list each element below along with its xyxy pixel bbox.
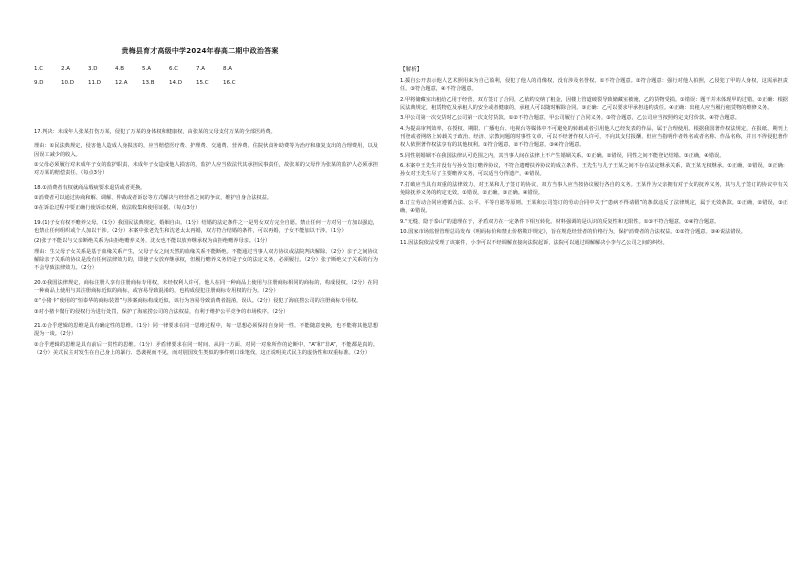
answer-paragraph: 21.①合乎逻辑的思维是具有确定性的思维。（1分）同一律要求在同一思维过程中，每一思想必须保持自身同一性，不能随意变换，也不能将其他思想混为一谈。（2分）	[34, 322, 378, 338]
answer-item: 10.D	[61, 80, 74, 86]
answer-row	[34, 66, 374, 72]
analysis-body	[400, 66, 788, 249]
answer-paragraph: ③在诉讼过程中要正确行使诉讼权利，依法收集和使用证据。（每点3分）	[34, 205, 201, 212]
answer-item: 5.A	[142, 66, 152, 72]
analysis-paragraph: 11.因法院依法受理了该案件，小李可以不经调解直接向法院起诉，法院可以通过调解解决小李与乙公司之间的纠纷。	[400, 239, 668, 246]
answer-item: 14.D	[169, 80, 182, 86]
answer-item: 16.C	[223, 80, 236, 86]
answer-paragraph: 理由：①民法典规定，侵害他人造成人身损害的，应当赔偿医疗费、护理费、交通费、营养费、住院伙食补助费等为治疗和康复支出的合理费用，以及因误工减少的收入。	[34, 143, 378, 158]
answer-paragraph: (2)张子不能以与父亲断绝关系为由拒绝赡养义务，沈女也不能以放弃继承权为由拒绝赡养母亲。（1分）	[34, 238, 271, 245]
analysis-paragraph: 3.甲公司第一次交货时乙公司第一次支付货款。①②不符合题意，甲公司履行了合同义务。③符合题意，乙公司应当按照约定支付价款。④符合题意。	[400, 115, 740, 122]
answer-item: 9.D	[34, 80, 44, 86]
answer-item: 13.B	[142, 80, 155, 86]
answer-item: 11.D	[88, 80, 101, 86]
answer-item: 2.A	[61, 66, 71, 72]
answer-key	[34, 66, 374, 94]
answer-item: 7.A	[196, 66, 206, 72]
page-title: 贵梅县育才高级中学2024年春高二期中政治答案	[121, 47, 279, 55]
answer-item: 1.C	[34, 66, 44, 72]
answer-paragraph: 20.①我国法律规定，商标注册人享有注册商标专用权，未经权利人许可，他人在同一种商品上使用与注册商标相同的商标的，构成侵权。（2分）在同一种商品上使用与其注册商标近似的商标，或容易导致混淆的，也构成侵犯注册商标专用权的行为。（2分）	[34, 279, 378, 294]
answer-item: 6.C	[169, 66, 179, 72]
analysis-paragraph: 2.甲将储藏室出租给乙用于经营，双方签订了合同，乙依约交纳了租金，因楼上管道破裂导致储藏室被淹，乙的货物受损。①错误：题干并未体现甲的过错。②正确：根据民法典规定，租赁物危及承租人的安全或者健康的，承租人可以随时解除合同。③正确：乙可以要求甲承担违约责任。④正确：出租人应当履行租赁物的维修义务。	[400, 96, 788, 111]
answer-item: 12.A	[115, 80, 128, 86]
answer-paragraph: ②合乎逻辑的思维是具有前后一贯性的思维。（1分）矛盾律要求在同一时间、从同一方面、对同一对象所作的论断中，“A”和“非A”，不能都是真的。（2分）美式民主对发生在自己身上的暴行、恐袭视而不见，而对别国发生类似的事件则口诛笔伐，这正说明美式民主的虚伪性和双重标准。（2分）	[34, 341, 378, 356]
analysis-paragraph: 10.国家市场监督管理总局发布《明码标价和禁止价格欺诈规定》，旨在规范经营者的价格行为，保护消费者的合法权益。①②符合题意。③④说法错误。	[400, 229, 746, 236]
analysis-paragraph: 5.同性别婚姻不在我国法律认可范围之内，其当事人间在法律上不产生婚姻关系。①正确。②错误，同性之间不能登记结婚。③正确，④错误。	[400, 152, 725, 159]
answer-paragraph: ②“小猪卡”使用的“恒泰华的商标装置”与涉案商标构成近似，该行为容易导致消费者混淆，误认。（2分）侵犯了海底捞公司的注册商标专用权。	[34, 298, 362, 305]
analysis-paragraph: 4.为提高审判效率，在授权、期限、广播电台、电视台等媒体中不可避免的转载或者引用他人已经发表的作品，属于合理使用。根据我国著作权法规定，在报纸、期刊上刊登或者网络上转载关于政治、经济、宗教问题的时事性文章，可以不经著作权人许可，不向其支付报酬，但应当指明作者姓名或者名称、作品名称，并且不得侵犯著作权人依照著作权法享有的其他权利。①符合题意，②不符合题意，③④符合题意。	[400, 125, 788, 149]
answer-paragraph: ③对小猪卡餐厅的侵权行为进行处罚，保护了海底捞公司的合法权益，有利于维护公平竞争的市场秩序。（2分）	[34, 308, 289, 315]
answer-paragraph: ②父母必须履行对未成年子女的监护职责，未成年子女造成他人损害的，监护人应当依法代其承担民事责任，故张某的父母作为张某的监护人必须承担对万某的赔偿责任。（每点3分）	[34, 161, 378, 177]
analysis-paragraph: 6.本案中王先生并没有与孙女签订赡养协议，不符合遗赠扶养协议的成立条件。王先生与儿子王某之间不存在法定继承关系，故王某无权继承。①正确，②错误。③正确：孙女对王先生尽了主要赡养义务，可以适当分得遗产。④错误。	[400, 162, 788, 178]
answer-paragraph: ②消费者可以通过协商和解、调解、仲裁或者诉讼等方式解决与经营者之间的争议，维护自身合法权益。	[34, 194, 273, 201]
analysis-paragraph: 7.打破应当具有双重的法律效力，对王某和儿子签订的协议，双方当事人应当按协议履行各自的义务。王某作为父亲拥有对子女的抚养义务，其与儿子签订的协议中有关免除抚养义务的约定无效。①错误。②正确。③正确。④错误。	[400, 181, 788, 196]
analysis-paragraph: 8.订立劳动合同应遵循合法、公平、平等自愿等原则。王某和公司签订的劳动合同中关于“患病不得请假”的条款违反了法律规定，属于无效条款。①正确，②错误，③正确，④错误。	[400, 200, 788, 215]
answer-item: 4.B	[115, 66, 125, 72]
answer-item: 3.D	[88, 66, 98, 72]
answer-paragraph: 理由：生父母子女关系是基于血缘关系产生，父母子女之间天然的血缘关系不能断绝。不能通过当事人双方协议或法院判决解除。（2分）亲子之间协议解除亲子关系的协议是没有任何法律效力的，即使子女放弃继承权，但履行赡养义务仍是子女的法定义务，必须履行。（2分）张子断绝父子关系的行为不会导致法律效力。（2分）	[34, 248, 378, 272]
analysis-paragraph: 9.“无缝、隐于泰山”的道理在于，矛盾双方在一定条件下相互转化。材料强调的是认识的反复性和无限性。①③不符合题意，②④符合题意。	[400, 218, 720, 225]
analysis-paragraph: 1.援自公开表示他人艺术照用来为自己盈利，侵犯了他人的肖像权，没有涉及名誉权。①不符合题意。②符合题意：强行对他人拍照，乙侵犯了甲的人身权，这需承担责任。③符合题意，④不符合题意。	[400, 78, 788, 93]
right-column	[392, 0, 794, 562]
answer-item: 8.A	[223, 66, 233, 72]
left-column	[0, 0, 387, 562]
analysis-heading: 【解析】	[400, 67, 423, 73]
answer-item: 15.C	[196, 80, 209, 86]
answer-paragraph: 18.①消费者有权就商品瑕疵要求退货或者更换。	[34, 184, 146, 191]
answer-paragraph: 17.判决：未成年人张某打伤万某，侵犯了万某的身体权和健康权，由张某的父母支付万某的全部医药费。	[34, 129, 276, 135]
answer-row	[34, 80, 374, 86]
answer-paragraph: 19.(1)子女有权不赡养父母。（1分）我国民法典规定，婚姻自由。（1分）结婚的法定条件之一是男女双方完全自愿。禁止任何一方对另一方加以强迫，也禁止任何组织或个人加以干涉。（2分）本案中张老先生和沈老太太再婚，双方符合结婚的条件，可以再婚，子女不能加以干涉。（1分）	[34, 219, 378, 234]
left-answers-body	[34, 128, 378, 359]
